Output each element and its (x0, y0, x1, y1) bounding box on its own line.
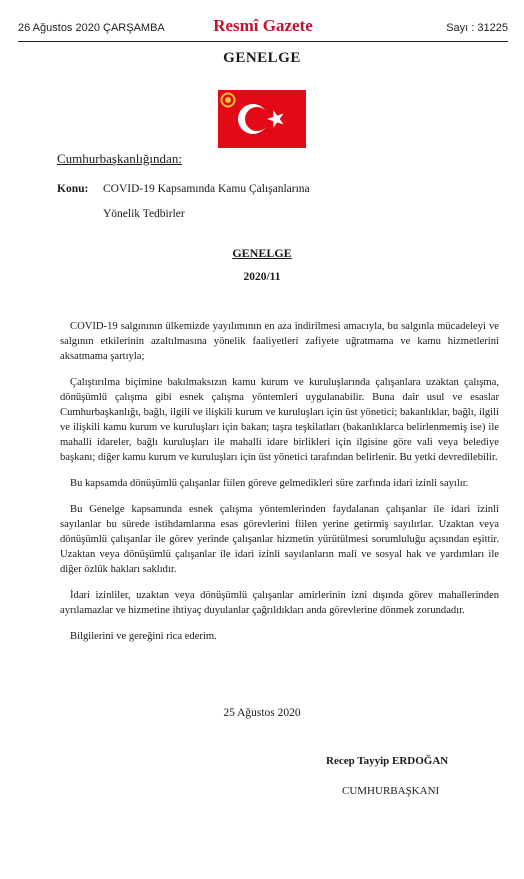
body-paragraph: Bu Genelge kapsamında esnek çalışma yöntemlerinden faydalanan çalışanlar ile idari izinli sayılanlar bu sürede istihdamlarına esas görevlerini fiilen yerine getirmiş sayılırlar. Uzaktan veya dönüşümlü çalışanlar ile görev yerinde çalışanlar hizmetin yürütülmesi sorumluluğu açısından eşittir. Uzaktan veya dönüşümlü çalışanlar ile idari izinli sayılanların mali ve sosyal hak ve yardımları ile diğer özlük hakları saklıdır. (60, 504, 499, 575)
issuer-line: Cumhurbaşkanlığından: (57, 151, 182, 166)
gazette-title: Resmî Gazete (213, 16, 313, 35)
issue-number: Sayı : 31225 (446, 22, 508, 34)
circular-title: GENELGE (232, 246, 292, 260)
issue-date: 26 Ağustos 2020 ÇARŞAMBA (18, 22, 165, 34)
turkish-flag-with-presidential-seal-icon (218, 90, 306, 148)
body-paragraph: Bu kapsamda dönüşümlü çalışanlar fiilen göreve gelmedikleri süre zarfında idari izinli sayılır. (70, 478, 469, 489)
signatory-name: Recep Tayyip ERDOĞAN (326, 755, 449, 767)
signatory-title: CUMHURBAŞKANI (342, 785, 440, 797)
circular-body (60, 319, 499, 655)
gazette-header (18, 16, 508, 40)
subject-text-line1: COVID-19 Kapsamında Kamu Çalışanlarına (103, 183, 310, 195)
body-paragraph: Çalıştırılma biçimine bakılmaksızın kamu kurum ve kuruluşlarında çalışanlara uzaktan çalışma, dönüşümlü çalışma gibi esnek çalışma yöntemleri uygulanabilir. Buna dair usul ve esaslar Cumhurbaşkanlığı, bağlı, ilgili ve ilişkili kurum ve kuruluşları için üst yönetici; bakanlıklar, bağlı, ilgili ve ilişkili kamu kurum ve kuruluşları için bakan; taşra teşkilatları (bakanlıklarca belirlenmemiş ise) ile mahalli idareler, bağlı kuruluşları ile mahalli idare birlikleri için ilgisine göre vali veya belediye başkanı; diğer kamu kurum ve kuruluşları için üst yönetici tarafından belirlenir. Bu yetki devredilebilir. (60, 377, 499, 463)
header-divider (18, 41, 508, 42)
signature-date: 25 Ağustos 2020 (223, 707, 301, 719)
body-paragraph: İdari izinliler, uzaktan veya dönüşümlü çalışanlar amirlerinin izni dışında görev mahallerinden ayrılamazlar ve hizmetine ihtiyaç duyulanlar çağrıldıkları anda görevlerine dönmek zorundadır. (60, 590, 499, 616)
section-heading: GENELGE (223, 50, 301, 66)
body-paragraph: COVID-19 salgınının ülkemizde yayılımının en aza indirilmesi amacıyla, bu salgınla mücadeleyi ve salgının etkilerinin azaltılmasına yönelik faaliyetleri zafiyete uğratmama ve kamu hizmetlerini aksatmama şartıyla; (60, 321, 499, 362)
subject-text-line2: Yönelik Tedbirler (103, 208, 185, 220)
circular-number: 2020/11 (243, 271, 281, 283)
body-paragraph: Bilgilerini ve gereğini rica ederim. (70, 631, 217, 642)
subject-label: Konu: (57, 183, 89, 195)
